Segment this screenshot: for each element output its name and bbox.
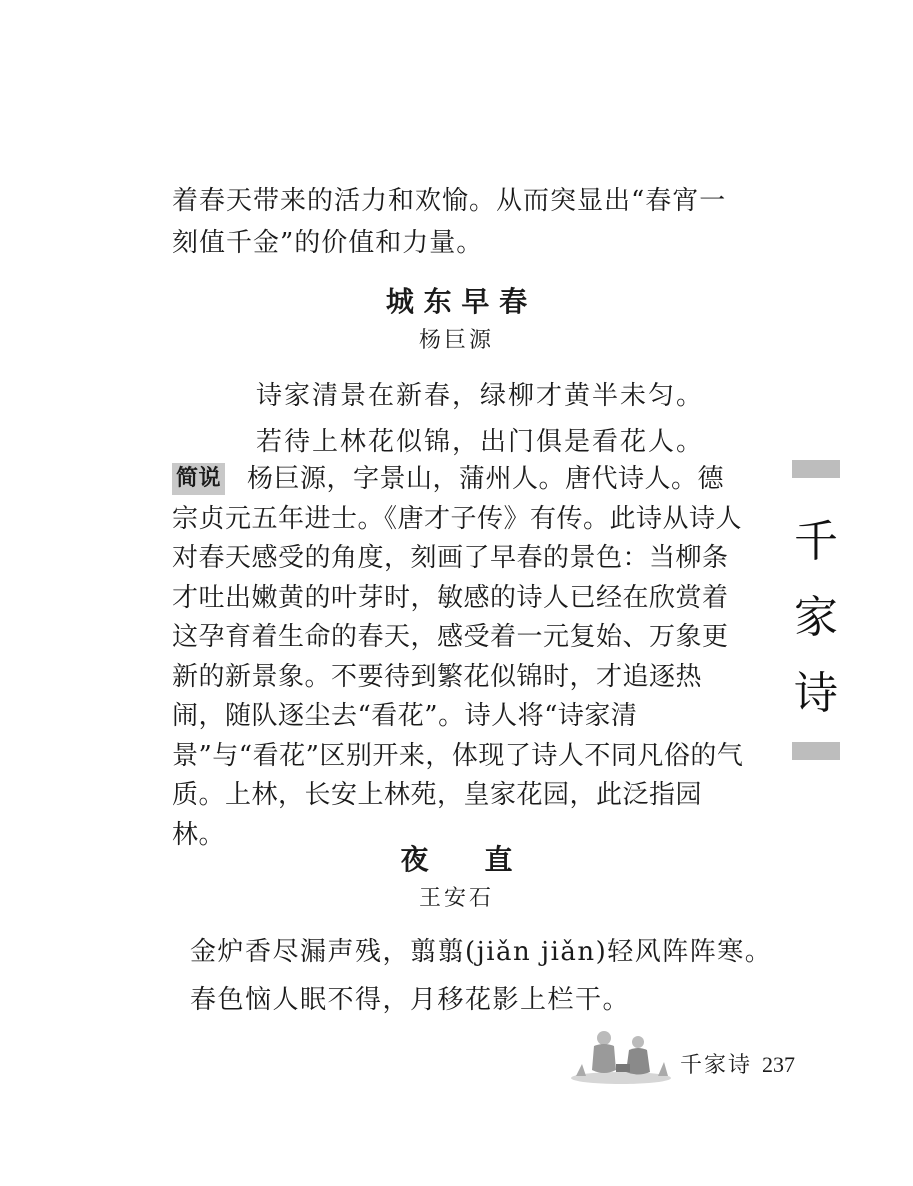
- poem-body: [190, 928, 772, 1024]
- footer-illustration: [566, 1024, 676, 1086]
- intro-paragraph: 着春天带来的活力和欢愉。从而突显出“春宵一刻值千金”的价值和力量。: [172, 186, 727, 258]
- side-tab-char: 家: [794, 592, 838, 643]
- poem-body: [256, 373, 704, 465]
- poem-line: 金炉香尽漏声残，翦翦(jiǎn jiǎn)轻风阵阵寒。: [190, 937, 773, 967]
- page-number: 237: [762, 1052, 796, 1077]
- poem-line: 春色恼人眠不得，月移花影上栏干。: [190, 985, 631, 1015]
- page-footer: [680, 1048, 795, 1079]
- commentary: [172, 460, 744, 855]
- poem-title: 夜 直: [400, 843, 513, 876]
- commentary-label: 简说: [172, 463, 225, 495]
- side-tab: [792, 460, 840, 766]
- poem-title: 城 东 早 春: [385, 285, 528, 318]
- side-tab-bottom-bar: [792, 742, 840, 760]
- footer-book-title: 千家诗: [680, 1053, 753, 1078]
- poem-line: 诗家清景在新春，绿柳才黄半未匀。: [256, 381, 705, 411]
- side-tab-char: 诗: [794, 668, 838, 719]
- side-tab-top-bar: [792, 460, 840, 478]
- side-tab-char: 千: [794, 516, 838, 567]
- poem-author: 杨巨源: [418, 328, 494, 353]
- poem-line: 若待上林花似锦，出门俱是看花人。: [256, 427, 705, 457]
- commentary-text: 杨巨源，字景山，蒲州人。唐代诗人。德宗贞元五年进士。《唐才子传》有传。此诗从诗人对春天感受的角度，刻画了早春的景色：当柳条才吐出嫩黄的叶芽时，敏感的诗人已经在欣赏着这孕育着生命的春天，感受着一元复始、万象更新的新景象。不要待到繁花似锦时，才追逐热闹，随队逐尘去“看花”。诗人将“诗家清景”与“看花”区别开来，体现了诗人不同凡俗的气质。上林，长安上林苑，皇家花园，此泛指园林。: [172, 464, 744, 850]
- poem-author: 王安石: [418, 886, 494, 911]
- side-tab-label: [792, 504, 840, 732]
